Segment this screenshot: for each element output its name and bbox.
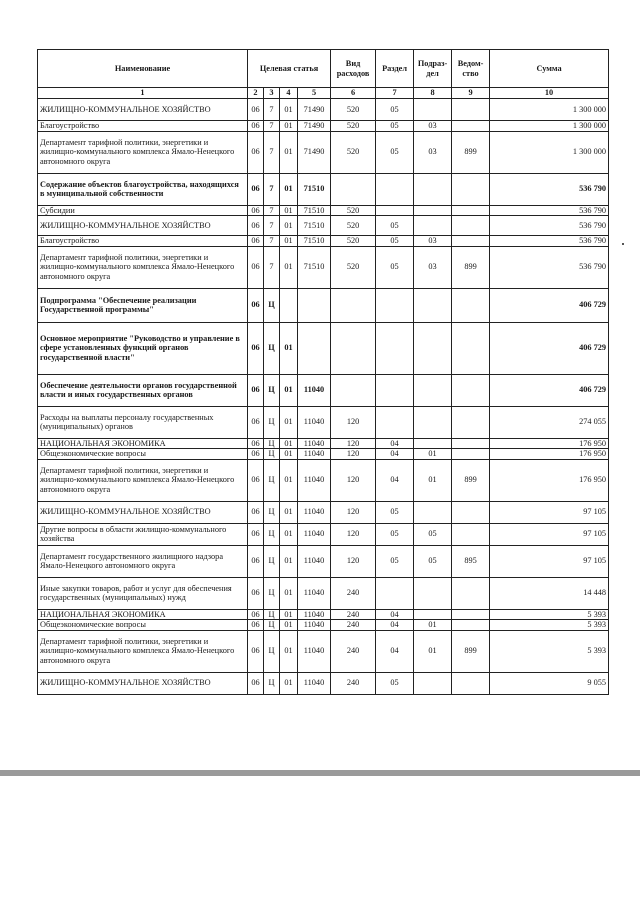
row-section: 05 [376,236,414,247]
row-name: Департамент государственного жилищного надзора Ямало-Ненецкого автономного округа [38,545,248,577]
row-target-2: Ц [264,523,280,545]
row-target-2: 7 [264,216,280,236]
row-target-3: 01 [280,672,298,694]
row-name: НАЦИОНАЛЬНАЯ ЭКОНОМИКА [38,438,248,449]
row-section [376,374,414,406]
row-expense-type: 240 [331,609,376,620]
row-sum: 176 950 [490,438,609,449]
row-target-4: 11040 [298,374,331,406]
table-row [38,545,609,577]
row-target-2: Ц [264,672,280,694]
row-target-3: 01 [280,545,298,577]
row-expense-type: 120 [331,523,376,545]
row-section: 04 [376,630,414,672]
row-target-4: 11040 [298,577,331,609]
row-subsection [414,577,452,609]
row-target-2: Ц [264,459,280,501]
row-target-1: 06 [248,322,264,374]
row-sum: 97 105 [490,545,609,577]
row-target-2: Ц [264,438,280,449]
row-name: ЖИЛИЩНО-КОММУНАЛЬНОЕ ХОЗЯЙСТВО [38,216,248,236]
row-section [376,406,414,438]
row-department [452,577,490,609]
row-target-1: 06 [248,672,264,694]
row-sum: 97 105 [490,501,609,523]
row-name: Общеэкономические вопросы [38,449,248,460]
row-expense-type: 520 [331,99,376,121]
row-section: 04 [376,609,414,620]
row-target-3: 01 [280,459,298,501]
row-department [452,236,490,247]
row-target-3: 01 [280,236,298,247]
row-expense-type: 520 [331,236,376,247]
row-target-1: 06 [248,459,264,501]
row-target-1: 06 [248,173,264,205]
row-name: Содержание объектов благоустройства, находящихся в муниципальной собственности [38,173,248,205]
row-target-1: 06 [248,288,264,322]
row-section [376,205,414,216]
row-target-3: 01 [280,609,298,620]
row-target-4: 11040 [298,672,331,694]
table-row [38,216,609,236]
row-department: 899 [452,630,490,672]
row-target-4: 71510 [298,205,331,216]
row-expense-type: 120 [331,449,376,460]
column-number: 7 [376,88,414,99]
row-target-3: 01 [280,630,298,672]
row-target-3: 01 [280,501,298,523]
row-target-1: 06 [248,545,264,577]
header-subsection: Подраз-дел [414,50,452,88]
row-department [452,438,490,449]
row-sum: 5 393 [490,620,609,631]
row-subsection [414,173,452,205]
row-section: 05 [376,672,414,694]
row-target-4: 11040 [298,459,331,501]
row-target-2: Ц [264,322,280,374]
row-target-4: 11040 [298,438,331,449]
row-department [452,501,490,523]
row-target-2: Ц [264,406,280,438]
row-target-3: 01 [280,173,298,205]
row-target-4 [298,322,331,374]
table-row [38,577,609,609]
row-subsection [414,374,452,406]
row-name: Иные закупки товаров, работ и услуг для обеспечения государственных (муниципальных) нужд [38,577,248,609]
row-target-1: 06 [248,630,264,672]
row-sum: 536 790 [490,205,609,216]
row-target-1: 06 [248,577,264,609]
row-department [452,609,490,620]
row-target-2: Ц [264,288,280,322]
column-number: 8 [414,88,452,99]
row-subsection [414,322,452,374]
row-name: Департамент тарифной политики, энергетики и жилищно-коммунального комплекса Ямало-Ненецкого автономного округа [38,459,248,501]
table-row [38,374,609,406]
row-section: 05 [376,545,414,577]
row-target-3: 01 [280,99,298,121]
row-target-1: 06 [248,609,264,620]
row-target-1: 06 [248,236,264,247]
row-sum: 97 105 [490,523,609,545]
row-name: ЖИЛИЩНО-КОММУНАЛЬНОЕ ХОЗЯЙСТВО [38,501,248,523]
row-target-3: 01 [280,523,298,545]
row-name: Департамент тарифной политики, энергетики и жилищно-коммунального комплекса Ямало-Ненецкого автономного округа [38,630,248,672]
row-target-3: 01 [280,131,298,173]
table-row [38,630,609,672]
row-subsection: 01 [414,459,452,501]
row-section: 04 [376,620,414,631]
column-number: 5 [298,88,331,99]
table-row [38,121,609,132]
row-name: НАЦИОНАЛЬНАЯ ЭКОНОМИКА [38,609,248,620]
row-expense-type: 240 [331,577,376,609]
row-target-1: 06 [248,99,264,121]
row-section: 05 [376,99,414,121]
row-target-3: 01 [280,449,298,460]
row-section: 05 [376,246,414,288]
table-body [38,99,609,695]
row-expense-type: 120 [331,406,376,438]
row-expense-type: 520 [331,131,376,173]
row-target-3: 01 [280,121,298,132]
row-target-1: 06 [248,449,264,460]
row-target-4: 71490 [298,121,331,132]
row-name: Субсидии [38,205,248,216]
table-row [38,205,609,216]
row-department [452,322,490,374]
row-expense-type: 520 [331,205,376,216]
table-row [38,322,609,374]
row-target-3: 01 [280,322,298,374]
row-sum: 274 055 [490,406,609,438]
column-numbers-row [38,88,609,99]
column-number: 3 [264,88,280,99]
table-header [38,50,609,99]
row-section: 04 [376,449,414,460]
header-sum: Сумма [490,50,609,88]
row-sum: 5 393 [490,609,609,620]
row-target-3: 01 [280,577,298,609]
row-name: Благоустройство [38,236,248,247]
row-name: Благоустройство [38,121,248,132]
row-target-2: Ц [264,545,280,577]
column-number: 9 [452,88,490,99]
row-sum: 1 300 000 [490,131,609,173]
row-target-3: 01 [280,216,298,236]
row-subsection: 03 [414,236,452,247]
row-subsection: 03 [414,246,452,288]
row-target-4: 71510 [298,236,331,247]
row-section: 04 [376,459,414,501]
row-target-1: 06 [248,406,264,438]
row-department [452,216,490,236]
row-target-2: Ц [264,620,280,631]
row-expense-type: 120 [331,501,376,523]
row-sum: 536 790 [490,216,609,236]
row-target-1: 06 [248,205,264,216]
row-section: 04 [376,438,414,449]
table-row [38,609,609,620]
table-row [38,173,609,205]
row-section: 05 [376,121,414,132]
row-subsection: 03 [414,131,452,173]
row-target-1: 06 [248,620,264,631]
row-target-3: 01 [280,205,298,216]
row-department [452,288,490,322]
row-expense-type: 120 [331,545,376,577]
row-target-2: 7 [264,246,280,288]
row-subsection: 05 [414,545,452,577]
row-target-4: 11040 [298,545,331,577]
column-number: 10 [490,88,609,99]
row-section: 05 [376,523,414,545]
row-subsection: 05 [414,523,452,545]
row-target-1: 06 [248,121,264,132]
row-target-1: 06 [248,501,264,523]
row-sum: 536 790 [490,173,609,205]
row-target-2: 7 [264,236,280,247]
row-target-1: 06 [248,246,264,288]
row-subsection [414,99,452,121]
row-target-4: 71510 [298,246,331,288]
row-target-4: 71510 [298,173,331,205]
row-sum: 406 729 [490,322,609,374]
row-target-1: 06 [248,131,264,173]
row-expense-type [331,374,376,406]
row-department [452,205,490,216]
row-name: ЖИЛИЩНО-КОММУНАЛЬНОЕ ХОЗЯЙСТВО [38,672,248,694]
row-target-4 [298,288,331,322]
row-department [452,173,490,205]
row-sum: 1 300 000 [490,99,609,121]
row-department [452,449,490,460]
row-target-2: 7 [264,173,280,205]
row-subsection: 01 [414,630,452,672]
header-department: Ведом-ство [452,50,490,88]
row-target-2: 7 [264,205,280,216]
header-expense-type: Вид расходов [331,50,376,88]
header-name: Наименование [38,50,248,88]
row-subsection: 03 [414,121,452,132]
row-target-3: 01 [280,620,298,631]
table-row [38,449,609,460]
row-name: Департамент тарифной политики, энергетики и жилищно-коммунального комплекса Ямало-Ненецкого автономного округа [38,246,248,288]
row-subsection [414,406,452,438]
row-target-2: Ц [264,577,280,609]
row-target-4: 11040 [298,620,331,631]
row-department: 899 [452,131,490,173]
row-target-3: 01 [280,374,298,406]
row-section: 05 [376,501,414,523]
table-row [38,236,609,247]
row-subsection [414,672,452,694]
row-target-4: 11040 [298,523,331,545]
row-department: 899 [452,459,490,501]
row-target-3: 01 [280,438,298,449]
row-sum: 14 448 [490,577,609,609]
row-expense-type: 240 [331,672,376,694]
row-subsection: 01 [414,449,452,460]
table-row [38,438,609,449]
row-sum: 406 729 [490,288,609,322]
row-expense-type: 520 [331,121,376,132]
scan-speck [622,243,624,245]
row-department: 895 [452,545,490,577]
row-section: 05 [376,131,414,173]
row-sum: 536 790 [490,246,609,288]
row-sum: 406 729 [490,374,609,406]
row-department [452,523,490,545]
row-target-1: 06 [248,216,264,236]
row-target-4: 11040 [298,406,331,438]
row-name: Департамент тарифной политики, энергетики и жилищно-коммунального комплекса Ямало-Ненецкого автономного округа [38,131,248,173]
row-subsection: 01 [414,620,452,631]
row-department [452,406,490,438]
row-target-3: 01 [280,246,298,288]
row-department [452,620,490,631]
row-name: Обеспечение деятельности органов государственной власти и иных государственных органов [38,374,248,406]
row-department [452,121,490,132]
row-target-4: 11040 [298,501,331,523]
row-expense-type [331,322,376,374]
row-section [376,577,414,609]
header-target-article: Целевая статья [248,50,331,88]
row-department: 899 [452,246,490,288]
row-section [376,322,414,374]
column-number: 1 [38,88,248,99]
row-section [376,288,414,322]
row-target-3: 01 [280,406,298,438]
row-sum: 9 055 [490,672,609,694]
row-department [452,374,490,406]
table-row [38,246,609,288]
row-target-2: Ц [264,501,280,523]
row-section: 05 [376,216,414,236]
row-target-1: 06 [248,374,264,406]
row-expense-type: 120 [331,438,376,449]
table-row [38,523,609,545]
row-subsection [414,216,452,236]
column-number: 2 [248,88,264,99]
row-department [452,672,490,694]
row-sum: 536 790 [490,236,609,247]
row-target-4: 11040 [298,630,331,672]
row-target-4: 11040 [298,449,331,460]
row-name: Другие вопросы в области жилищно-коммунального хозяйства [38,523,248,545]
table-row [38,99,609,121]
table-row [38,459,609,501]
row-target-3 [280,288,298,322]
row-name: Основное мероприятие "Руководство и управление в сфере установленных функций органов государственной власти" [38,322,248,374]
row-target-2: Ц [264,449,280,460]
row-sum: 1 300 000 [490,121,609,132]
row-subsection [414,501,452,523]
row-target-4: 11040 [298,609,331,620]
row-target-4: 71510 [298,216,331,236]
row-sum: 176 950 [490,459,609,501]
row-target-2: Ц [264,374,280,406]
row-expense-type: 240 [331,620,376,631]
table-row [38,501,609,523]
row-expense-type: 120 [331,459,376,501]
row-expense-type: 520 [331,246,376,288]
header-section: Раздел [376,50,414,88]
row-section [376,173,414,205]
row-name: Общеэкономические вопросы [38,620,248,631]
row-name: Расходы на выплаты персоналу государственных (муниципальных) органов [38,406,248,438]
table-row [38,406,609,438]
budget-table [37,49,609,695]
row-expense-type [331,288,376,322]
row-subsection [414,205,452,216]
row-target-2: 7 [264,131,280,173]
row-target-1: 06 [248,438,264,449]
row-subsection [414,438,452,449]
row-target-4: 71490 [298,99,331,121]
row-name: ЖИЛИЩНО-КОММУНАЛЬНОЕ ХОЗЯЙСТВО [38,99,248,121]
row-target-2: Ц [264,609,280,620]
column-number: 4 [280,88,298,99]
table-row [38,131,609,173]
row-expense-type [331,173,376,205]
row-target-2: Ц [264,630,280,672]
row-target-4: 71490 [298,131,331,173]
row-department [452,99,490,121]
row-target-2: 7 [264,121,280,132]
row-subsection [414,609,452,620]
row-subsection [414,288,452,322]
row-sum: 176 950 [490,449,609,460]
table-row [38,672,609,694]
row-target-1: 06 [248,523,264,545]
table-row [38,620,609,631]
row-expense-type: 520 [331,216,376,236]
scan-edge-band [0,770,640,776]
table-row [38,288,609,322]
row-expense-type: 240 [331,630,376,672]
column-number: 6 [331,88,376,99]
row-sum: 5 393 [490,630,609,672]
row-target-2: 7 [264,99,280,121]
row-name: Подпрограмма "Обеспечение реализации Государственной программы" [38,288,248,322]
